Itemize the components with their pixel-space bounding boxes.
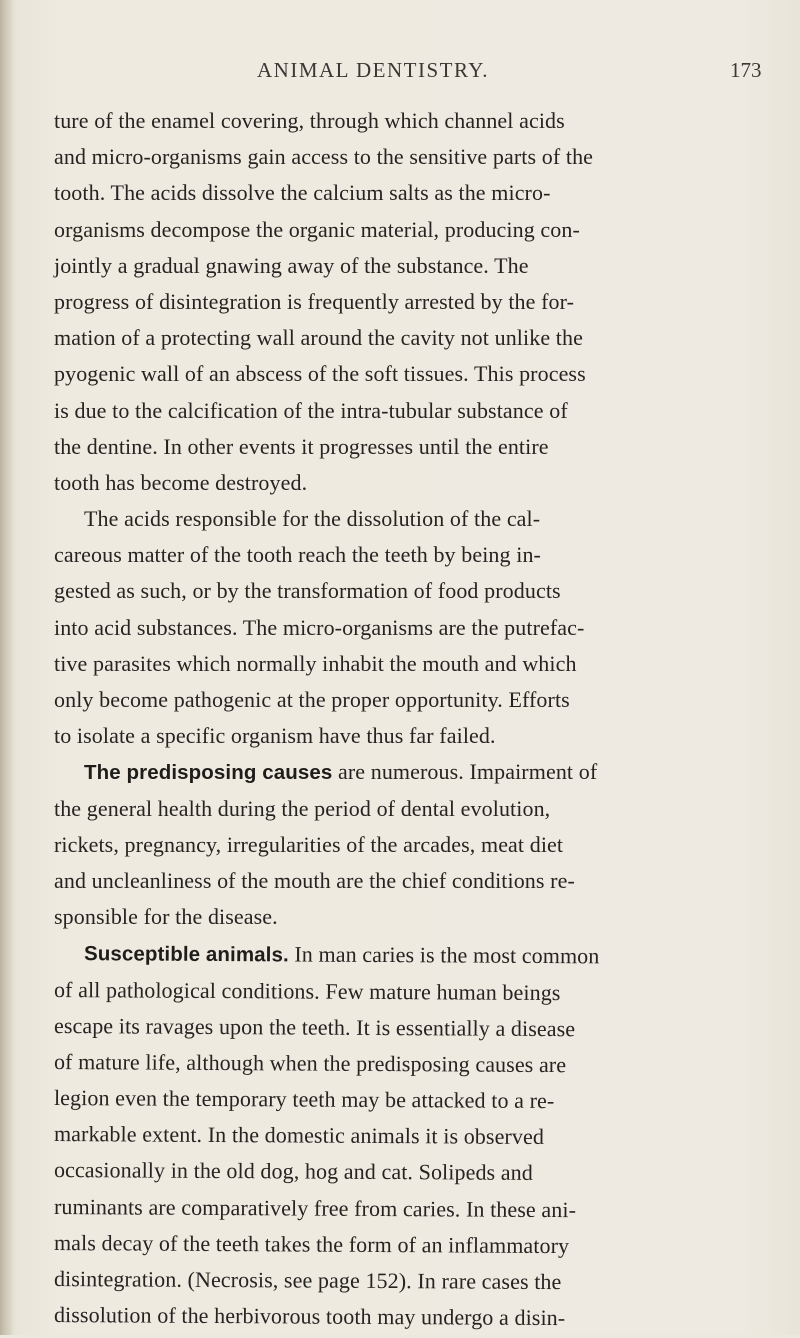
paragraph-lead-rest: In man caries is the most common xyxy=(288,941,600,969)
text-line: ruminants are comparatively free from caries. In these ani- xyxy=(53,1193,577,1222)
text-line: to isolate a specific organism have thus far failed. xyxy=(54,723,496,749)
text-line: the general health during the period of dental evolution, xyxy=(54,795,551,821)
header-title: ANIMAL DENTISTRY. xyxy=(257,58,490,82)
text-line: and micro-organisms gain access to the sensitive parts of the xyxy=(54,144,594,170)
text-line: careous matter of the tooth reach the teeth by being in- xyxy=(54,542,541,568)
text-line: gested as such, or by the transformation of food products xyxy=(54,578,561,604)
paragraph-lead: Susceptible animals. xyxy=(83,942,289,967)
text-line: the dentine. In other events it progresses until the entire xyxy=(54,433,549,459)
paragraph-lead-rest: are numerous. Impairment of xyxy=(332,759,598,785)
text-line: jointly a gradual gnawing away of the substance. The xyxy=(54,252,529,278)
text-line: mation of a protecting wall around the cavity not unlike the xyxy=(54,325,583,351)
text-line: The acids responsible for the dissolution of the cal- xyxy=(84,506,541,532)
text-line: progress of disintegration is frequently arrested by the for- xyxy=(54,288,575,314)
text-line: disintegration. (Necrosis, see page 152). In rare cases the xyxy=(53,1266,562,1295)
text-line: rickets, pregnancy, irregularities of the arcades, meat diet xyxy=(54,831,564,857)
paragraph-lead-line xyxy=(54,754,774,790)
text-line: tooth has become destroyed. xyxy=(54,469,308,495)
text-line: into acid substances. The micro-organisms are the putrefac- xyxy=(54,614,585,640)
text-line: tive parasites which normally inhabit the mouth and which xyxy=(54,650,577,676)
text-line: markable extent. In the domestic animals it is observed xyxy=(53,1121,545,1150)
text-line: escape its ravages upon the teeth. It is essentially a disease xyxy=(53,1012,576,1041)
text-line: of all pathological conditions. Few mature human beings xyxy=(53,976,561,1005)
text-line: of mature life, although when the predisposing causes are xyxy=(53,1048,567,1078)
text-line: ture of the enamel covering, through which channel acids xyxy=(54,108,565,133)
paragraph-lead-line xyxy=(54,935,774,976)
text-line: tooth. The acids dissolve the calcium salts as the micro- xyxy=(54,180,551,206)
page-binding-shadow xyxy=(0,0,14,1335)
page-number: 173 xyxy=(730,58,762,82)
text-line: occasionally in the old dog, hog and cat. Solipeds and xyxy=(53,1157,533,1186)
text-line: sponsible for the disease. xyxy=(54,904,278,930)
body-text xyxy=(54,103,774,1333)
text-line: dissolution of the herbivorous tooth may undergo a disin- xyxy=(53,1302,566,1331)
text-line: only become pathogenic at the proper opportunity. Efforts xyxy=(54,687,570,712)
text-line: pyogenic wall of an abscess of the soft tissues. This process xyxy=(54,361,586,387)
text-line: legion even the temporary teeth may be attacked to a re- xyxy=(53,1085,555,1114)
text-line: is due to the calcification of the intra-tubular substance of xyxy=(54,397,568,423)
text-line: organisms decompose the organic material, producing con- xyxy=(54,216,580,242)
running-head xyxy=(0,58,800,88)
text-line: and uncleanliness of the mouth are the chief conditions re- xyxy=(54,867,575,893)
paragraph-lead: The predisposing causes xyxy=(84,761,333,785)
text-line: mals decay of the teeth takes the form of an inflammatory xyxy=(53,1229,570,1258)
